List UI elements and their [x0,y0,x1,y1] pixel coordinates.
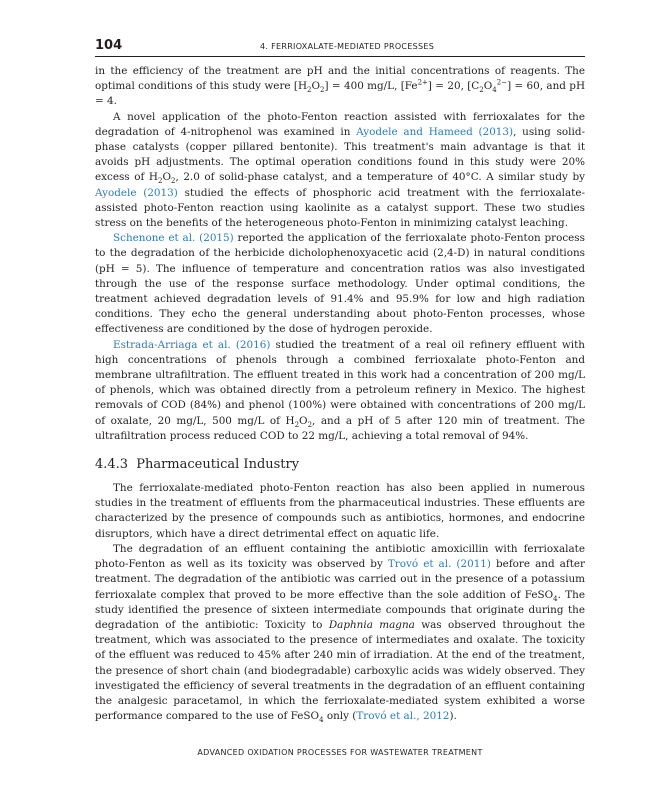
text-run: O [162,171,171,184]
body-text [95,64,585,724]
page-header [95,36,585,57]
subscript: 4 [553,594,558,603]
text-run: , and a pH of 5 after 120 min of treatment. The ultrafiltration process reduced COD to 22 mg/L, achieving a total removal of 94%. [95,414,585,442]
citation-link[interactable]: Trovó et al. (2011) [387,558,491,571]
text-run: before and after treatment. The degradation of the antibiotic was carried out in the presence of a potassium ferrioxalate complex that proved to be more effective than the sole addition of FeSO [95,558,585,601]
superscript: 2− [496,78,508,87]
text-run: O [299,414,308,427]
subscript: 2 [170,177,176,186]
text-run: [C [467,80,480,93]
text-run: O [483,80,493,93]
section-number: 4.4.3 [95,457,129,473]
text-run: The ferrioxalate-mediated photo-Fenton reaction has also been applied in numerous studies in the treatment of effluents from the pharmaceutical industries. These effluents are characterized by the presence of compounds such as antibiotics, hormones, and endocrine disruptors, which have a direct detrimental effect on aquatic life. [95,482,585,540]
text-run: , 2.0 of solid-phase catalyst, and a temperature of 40°C. A similar study by [175,171,585,184]
page-footer: ADVANCED OXIDATION PROCESSES FOR WASTEWATER TREATMENT [197,748,483,757]
text-run: A novel application of the photo-Fenton reaction assisted with ferrioxalates for the degradation of 4-nitrophenol was examined in [95,110,585,138]
oxalate-concentration [467,78,544,95]
h2o2-concentration [293,80,401,95]
text-run: and pH = 4. [95,80,586,108]
subscript: 2 [307,86,312,95]
citation-link[interactable]: Trovó et al., 2012 [356,710,450,723]
subscript: 2 [294,420,300,429]
superscript: 2+ [417,78,428,87]
paragraph-2 [95,110,585,232]
paragraph-5 [95,481,585,542]
section-title: Pharmaceutical Industry [136,457,300,473]
subscript: 2 [157,177,163,186]
citation-link[interactable]: Estrada-Arriaga et al. (2016) [113,338,271,351]
subscript: 2 [307,420,313,429]
paragraph-4 [95,338,585,444]
text-run: ] = 20, [427,80,468,93]
section-heading [95,457,585,472]
fe-concentration [401,80,468,92]
subscript: 4 [319,716,324,725]
text-run: The degradation of an effluent containing the antibiotic amoxicillin with ferrioxalate photo-Fenton as well as its toxicity was observed by [95,542,585,571]
text-run: ] = 60, [507,80,544,93]
text-run: was observed throughout the treatment, which was associated to the presence of intermediates and oxalate. The toxicity of the effluent was reduced to 45% after 240 min of irradiation. At the end of the treatment, the presence of short chain (and biodegradable) carboxylic acids was widely observed. They investigated the efficiency of several treatments in the degradation of an effluent containing the analgesic paracetamol, in which the ferrioxalate-mediated system exhibited a worse performance compared to the use of FeSO [95,618,585,723]
text-run: in the efficiency of the treatment are pH and the initial concentrations of reagents. The optimal conditions of this study were [95,65,585,93]
text-run: [Fe [400,80,418,93]
text-run: studied the effects of phosphoric acid treatment with the ferrioxalate-assisted photo-Fenton reaction using kaolinite as a catalyst support. These two studies stress on the benefits of the heterogeneous photo-Fenton in minimizing catalyst leaching. [95,186,585,230]
text-run: [H [293,80,308,93]
page-number: 104 [95,38,123,53]
text-run: , using solid-phase catalysts (copper pillared bentonite). This treatment's main advantage is that it avoids pH adjustments. The optimal operation conditions found in this study were 20% excess of H [95,125,585,184]
paragraph-1 [95,64,585,110]
text-run: reported the application of the ferrioxalate photo-Fenton process to the degradation of the herbicide dicholophenoxyacetic acid (2,4-D) in natural conditions (pH = 5). The influence of temperature and concentration ratios was also investigated through the use of the response surface methodology. Under optimal conditions, the treatment achieved degradation levels of 91.4% and 95.9% for low and high radiation conditions. They echo the general understanding about photo-Fenton processes, whose effectiveness are conditioned by the dose of hydrogen peroxide. [95,232,585,336]
text-run: studied the treatment of a real oil refinery effluent with high concentrations of phenols through a combined ferrioxalate photo-Fenton and membrane ultrafiltration. The effluent treated in this work had a concentration of 200 mg/L of phenols, which was obtained directly from a petroleum refinery in Mexico. The highest removals of COD (84%) and phenol (100%) were obtained with concentrations of 200 mg/L of oxalate, 20 mg/L, 500 mg/L of H [95,338,585,427]
subscript: 2 [479,86,484,95]
text-run: only ( [323,710,357,723]
citation-link[interactable]: Ayodele (2013) [95,186,178,199]
citation-link[interactable]: Schenone et al. (2015) [113,232,234,245]
paragraph-6 [95,542,585,724]
subscript: 2 [320,86,325,95]
subscript: 4 [492,86,497,95]
running-head: 4. FERRIOXALATE-MEDIATED PROCESSES [260,42,435,51]
text-run: O [311,80,321,93]
paragraph-3 [95,231,585,337]
text-run: ). [449,710,457,723]
text-run: ] = 400 mg/L, [324,80,401,93]
citation-link[interactable]: Ayodele and Hameed (2013) [356,125,514,138]
text-run: . The study identified the presence of sixteen intermediate compounds that originate during the degradation of the antibiotic: Toxicity to [95,588,585,631]
species-name: Daphnia magna [328,618,415,631]
